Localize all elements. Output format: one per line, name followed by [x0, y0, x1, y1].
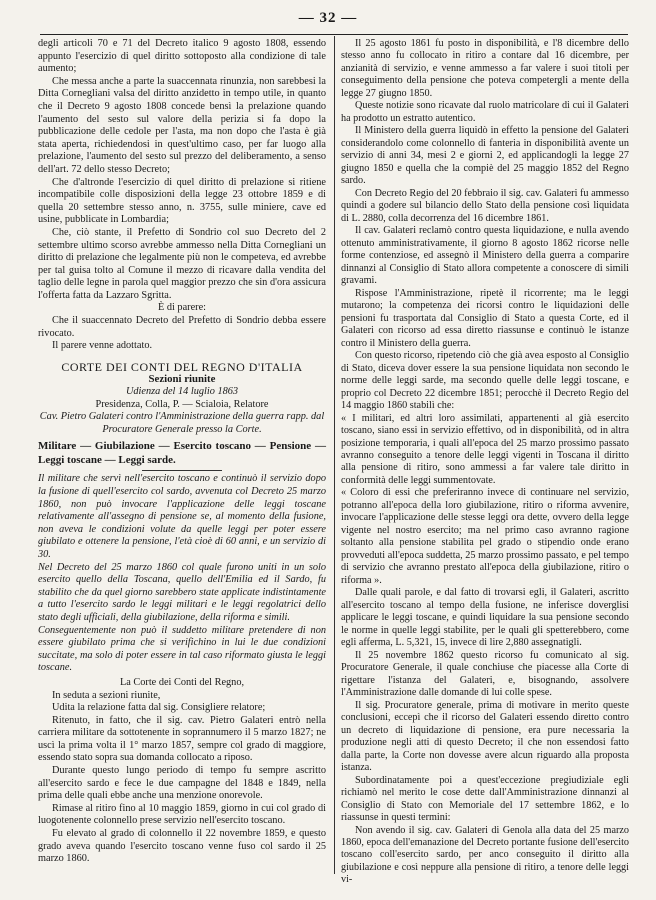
paragraph: Il sig. Procuratore generale, prima di motivare in merito queste conclusioni, eccepì che il ricorso del Galateri essendo diretto contro un decreto di liquidazione di pensione, era pure necessaria la produzione negli atti di questo Decreto; il che non essendosi fatto dalla parte, la Corte non dovesse avere alcun riguardo alla proposta istanza.	[341, 699, 629, 774]
paragraph: Il 25 agosto 1861 fu posto in disponibilità, e l'8 dicembre dello stesso anno fu collocato in ritiro a contare dal 16 dicembre, per anzianità di servizio, e venne ammesso a far valere i suoi titoli per conseguimento della pensione che poteva competergli a mente della legge 27 giugno 1850.	[341, 38, 629, 99]
right-column	[341, 38, 629, 887]
paragraph: Con Decreto Regio del 20 febbraio il sig. cav. Galateri fu ammesso quindi a godere sul bilancio dello Stato della pensione così liquidata di L. 2880, colla decorrenza del 16 dicembre 1861.	[341, 187, 629, 224]
paragraph: Il 25 novembre 1862 questo ricorso fu comunicato al sig. Procuratore Generale, il quale conchiuse che piacesse alla Corte di rigettare l'istanza del Galateri, e, bisognando, assolvere l'Amministrazione dalle domande di lui colle spese.	[341, 649, 629, 699]
keywords-line: Militare — Giubilazione — Esercito toscano — Pensione — Leggi toscane — Leggi sarde.	[38, 440, 326, 467]
paragraph: Durante questo lungo periodo di tempo fu sempre ascritto all'esercito sardo e fece le due campagne del 1848 e 1849, nella prima delle quali ebbe anche una menzione onorevole.	[38, 765, 326, 802]
column-divider	[334, 36, 335, 874]
paragraph: Udita la relazione fatta dal sig. Consigliere relatore;	[52, 702, 266, 714]
paragraph: Che il suaccennato Decreto del Prefetto di Sondrio debba essere rivocato.	[38, 315, 326, 339]
page-number: — 32 —	[298, 10, 358, 26]
paragraph: In seduta a sezioni riunite,	[52, 689, 161, 701]
hearing-date: Udienza del 14 luglio 1863	[125, 386, 239, 398]
court-line: La Corte dei Conti del Regno,	[119, 676, 245, 688]
header-rule	[40, 34, 628, 35]
paragraph: Dalle quali parole, e dal fatto di trovarsi egli, il Galateri, ascritto all'esercito toscano al tempo della fusione, ne inferisce doverglisi applicare le leggi toscane, e quindi liquidare la sua pensione secondo le norme in quelle leggi stabilite, per le quali gli spetterebbero, come egli afferma, L. 5,321, 15, invece di lire 2,880 assegnatigli.	[341, 587, 629, 649]
paragraph: degli articoli 70 e 71 del Decreto italico 9 agosto 1808, essendo appunto l'esercizio di quel diritto sottoposto alla condizione di tale aumento;	[38, 38, 326, 75]
paragraph: Non avendo il sig. cav. Galateri di Genola alla data del 25 marzo 1860, epoca dell'emanazione del Decreto portante fusione dell'esercito toscano coll'esercito sardo, per anco conseguito il diritto alla giubilazione e così neppure alla pensione di ritiro, a tenore delle leggi vi-	[341, 824, 629, 886]
presidency-line: Presidenza, Colla, P. — Scialoia, Relatore	[95, 398, 269, 410]
court-title: CORTE DEI CONTI DEL REGNO D'ITALIA	[61, 359, 303, 374]
section-rule	[142, 470, 222, 471]
paragraph: Queste notizie sono ricavate dal ruolo matricolare di cui il Galateri ha prodotto un estratto autentico.	[341, 100, 629, 124]
paragraph: Rispose l'Amministrazione, ripetè il ricorrente; ma le leggi mutarono; la competenza dei ricorsi contro le liquidazioni delle pensioni fu trasportata dal Consiglio di Stato a questa Corte, ed il Galateri con ricorso ad essa diretto riassunse e continuò le istanze contro il Ministero della guerra.	[341, 287, 629, 349]
paragraph: Che messa anche a parte la suaccennata rinunzia, non sarebbesi la Ditta Cornegliani valsa del diritto anzidetto in tempo utile, in quanto che il Decreto 9 agosto 1808 concede bensì la prelazione quando l'aumento del sesto sul valore della perizia si fa dopo la pubblicazione delle cedole per l'asta, ma non dopo che l'asta è già stata aperta, richiedendosi in quest'ultimo caso, per far luogo alla prelazione, l'aumento del sesto sul prezzo del deliberamento, a senso dell'art. 72 dello stesso Decreto;	[38, 75, 326, 175]
paragraph: Fu elevato al grado di colonnello il 22 novembre 1859, e questo grado aveva quando l'esercito toscano venne fuso col sardo il 25 marzo 1860.	[38, 828, 326, 865]
parties-line: Cav. Pietro Galateri contro l'Amministrazione della guerra rapp. dal Procuratore Generale presso la Corte.	[39, 411, 325, 435]
left-column	[38, 38, 326, 866]
paragraph: Ritenuto, in fatto, che il sig. cav. Pietro Galateri entrò nella carriera militare da sottotenente in soprannumero il 5 marzo 1827; ne uscì la prima volta il 1° marzo 1857, sempre col grado di maggiore, essendo stato sopra sua domanda collocato a riposo.	[38, 714, 326, 764]
paragraph: Il cav. Galateri reclamò contro questa liquidazione, e nulla avendo ottenuto amministrativamente, il giorno 8 agosto 1862 ricorse nelle forme contenziose, ed assegnò il Ministero della guerra a comparire dinnanzi al Consiglio di Stato allora competente a conoscere di simili gravami.	[341, 225, 629, 287]
maxim: Il militare che servì nell'esercito toscano e continuò il servizio dopo la fusione di quell'esercito col sardo, avvenuta col Decreto 25 marzo 1860, non può invocare l'applicazione delle leggi toscane relativamente all'assegno di pensione se, al momento della fusione, non aveva le condizioni volute da quelle leggi per poter essere giubilato e ottenere la pensione, l'età cioè di 60 anni, e un servizio di 30.	[38, 473, 326, 560]
paragraph: Con questo ricorso, ripetendo ciò che già avea esposto al Consiglio di Stato, diceva dover essere la sua pensione liquidata non secondo le norme delle leggi sarde, ma secondo quelle delle leggi toscane, e proprio col Decreto 22 dicembre 1851; perocchè il Decreto Regio del 14 maggio 1860 stabilì che:	[341, 350, 629, 412]
page-header	[0, 10, 656, 32]
paragraph: Il Ministero della guerra liquidò in effetto la pensione del Galateri considerandolo come colonnello di fanteria in disponibilità avente un servizio di anni 34, mesi 2 e giorni 2, ed applicandogli la legge 27 giugno 1850 e quella che la compiè del 25 maggio 1852 del Regno sardo.	[341, 125, 629, 187]
quoted-decree: « Coloro di essi che preferiranno invece di continuare nel servizio, potranno all'epoca della loro giubilazione, ritiro o riforma avvenire, invocare l'applicazione delle stesse leggi ora dette, ovvero della legge vigente nel nostro esercito; ma nel primo caso avranno ragione soltanto alla pensione stabilita pel grado o stipendio onde erano provveduti all'epoca suddetta, 25 marzo prossimo passato, e pel tempo di servizio che avranno prestato all'epoca della giubilazione, ritiro o riforma ».	[341, 487, 629, 586]
paragraph: Rimase al ritiro fino al 10 maggio 1859, giorno in cui col grado di luogotenente colonnello prese servizio nell'esercito toscano.	[38, 802, 326, 827]
quoted-decree: « I militari, ed altri loro assimilati, appartenenti al già esercito toscano, siano essi in servizio effettivo, od in disponibilità, od in altra posizione temporaria, i quali all'epoca del 25 marzo prossimo passato avranno conseguito a tenore delle leggi vigenti in Toscana il diritto alla pensione di ritiro, sono ammessi a far valere tale diritto in conformità delle leggi summentovate.	[341, 412, 629, 486]
maxim: Conseguentemente non può il suddetto militare pretendere di non essere giubilato prima che si verifichino in lui le due condizioni succitate, ma solo di poter essere in tal caso riformato giusta le leggi toscane.	[38, 624, 326, 674]
paragraph: Che, ciò stante, il Prefetto di Sondrio col suo Decreto del 2 settembre ultimo scorso avrebbe ammesso nella Ditta Cornegliani un diritto di prelazione che legalmente più non le competeva, ed avrebbe per tal guisa tolto al Comune il mezzo di ricavare dalla vendita del taglio delle legne in parola quel maggior prezzo che sin d'ora assicura l'offerta fatta da Lazzaro Sgritta.	[38, 226, 326, 301]
sections-heading: Sezioni riunite	[148, 373, 216, 386]
opinion-heading: È di parere:	[157, 302, 207, 314]
paragraph: Il parere venne adottato.	[52, 340, 153, 352]
paragraph: Subordinatamente poi a quest'eccezione pregiudiziale egli richiamò nel merito le cose dette dall'Amministrazione dinnanzi al Consiglio di Stato con Memoriale del 17 settembre 1862, e lo riassunse in questi termini:	[341, 774, 629, 824]
paragraph: Che d'altronde l'esercizio di quel diritto di prelazione si ritiene incompatibile colle disposizioni della legge 23 ottobre 1859 e di quella 20 settembre stesso anno, n. 3755, sulle miniere, cave ed usine, pubblicate in Lombardia;	[38, 176, 326, 226]
maxim: Nel Decreto del 25 marzo 1860 col quale furono uniti in un solo esercito quello della Toscana, quello dell'Emilia ed il Sardo, fu stabilito che da quel giorno sarebbero state applicate indistintamente a tutto l'esercito sardo le leggi militari e le leggi regolatrici dello stato degli ufficiali, della giubilazione, della riforma e simili.	[38, 561, 326, 623]
